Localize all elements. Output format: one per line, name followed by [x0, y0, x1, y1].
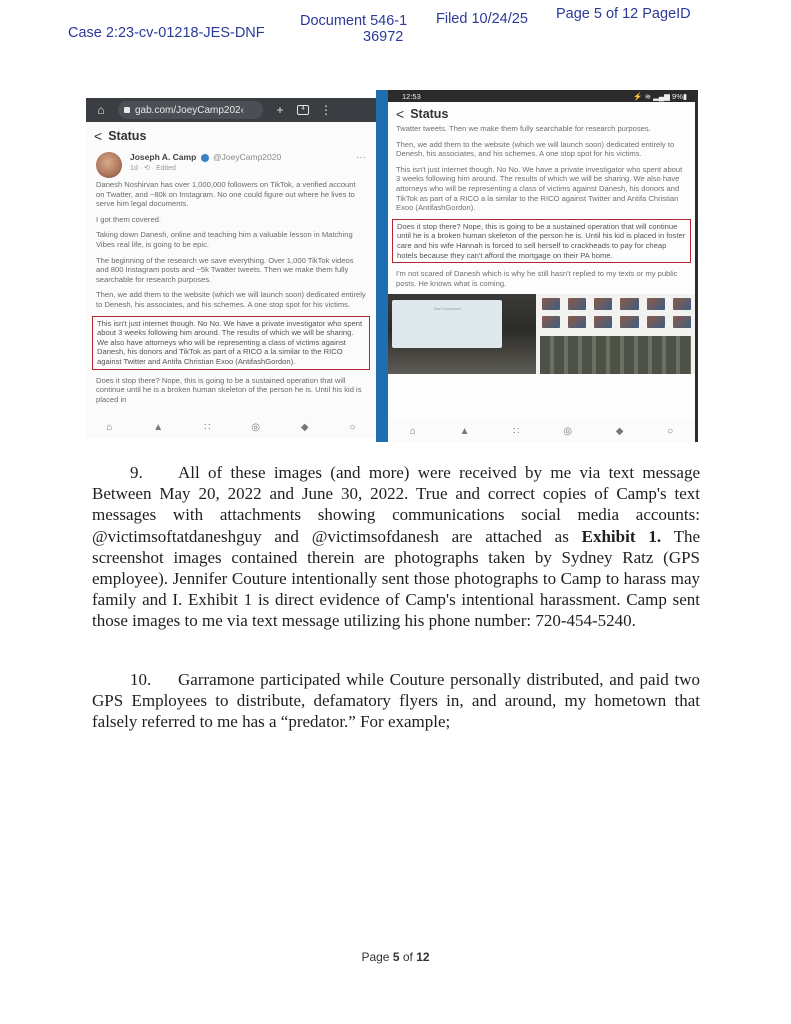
- bell-icon: ▲: [153, 421, 164, 433]
- tab-count-icon: 4: [297, 105, 309, 115]
- user-icon: ○: [667, 425, 674, 437]
- bottom-nav: [388, 420, 695, 442]
- filed-date: Filed 10/24/25: [436, 11, 528, 27]
- verified-icon: [201, 154, 209, 162]
- author-name: Joseph A. Camp: [130, 152, 197, 162]
- status-title: Status: [410, 107, 449, 121]
- page-id-number: 36972: [363, 29, 404, 45]
- tag-icon: ◆: [615, 425, 624, 437]
- post-paragraph: Then, we add them to the website (which we will launch soon) dedicated entirely to Denesh, his associates, and his schemes. A one stop spot for his victims.: [96, 290, 366, 309]
- footer-total-pages: 12: [416, 950, 430, 964]
- back-icon: <: [94, 128, 103, 144]
- paragraph-number: 9.: [130, 463, 143, 482]
- globe-icon: ◎: [563, 425, 572, 437]
- post-body: [86, 180, 376, 404]
- highlighted-paragraph: Does it stop there? Nope, this is going to be a sustained operation that will continue until he is a broken human skeleton of the person he is. Until his kid is placed in foster care and his wife Hannah is forced to sell herself to crackheads to pay for cheap hotels because they can't afford the mortgage on their PA home.: [392, 219, 691, 263]
- thumbnail: [594, 298, 612, 310]
- phone-status-bar: [388, 90, 695, 102]
- photo-edge-strip: [376, 90, 388, 442]
- status-header: [86, 122, 376, 148]
- globe-icon: ◎: [251, 421, 261, 433]
- url-text: gab.com/JoeyCamp202‹: [135, 104, 244, 116]
- post-paragraph: Twatter tweets. Then we make them fully searchable for research purposes.: [396, 124, 651, 133]
- screen-photo: [540, 336, 691, 374]
- post-paragraph: Does it stop there? Nope, this is going to be a sustained operation that will continue until he is a broken human skeleton of the person he is. Until his kid is placed in: [96, 375, 362, 404]
- thumbnail: [542, 298, 560, 310]
- post-photos: [388, 294, 695, 374]
- page-of-pages: Page 5 of 12 PageID: [556, 6, 691, 22]
- post-paragraph: The beginning of the research we save everything. Over 1,000 TikTok videos and 800 Instagram posts and ~5k Twatter tweets. Then we make them fully searchable for research purposes.: [96, 255, 354, 284]
- user-icon: ○: [349, 421, 356, 433]
- thumbnail: [673, 298, 691, 310]
- highlighted-paragraph: This isn't just internet though. No No. We have a private investigator who spent about 3 weeks following him around. The results of which we will be sharing. We also have attorneys who will be representing a class of victims against Danesh, his donors and TikTok as part of a RICO a la similar to the RICO against Twitter and Antifa Christian Exoo (AntifashGordon).: [92, 316, 370, 370]
- bottom-nav: [86, 416, 376, 438]
- thumbnail: [568, 298, 586, 310]
- groups-icon: ∷: [204, 421, 211, 433]
- download-card: Start Download: [392, 300, 502, 348]
- home-icon: ⌂: [97, 103, 105, 117]
- clock: 12:53: [402, 91, 421, 101]
- groups-icon: ∷: [513, 425, 520, 437]
- exhibit-screenshots: [86, 90, 698, 442]
- thumbnail: [620, 316, 638, 328]
- paragraph-text: The screenshot images contained therein are photographs taken by Sydney Ratz (GPS employee). Jennifer Couture intentionally sent those photographs to Camp to harass may family and I. Exhibit 1 is direct evidence of Camp's intentional harassment. Camp sent those images to me via text message utilizing his phone number: 720-454-5240.: [92, 526, 701, 631]
- back-icon: <: [396, 106, 405, 122]
- post-author: [86, 148, 376, 180]
- home-icon: ⌂: [409, 425, 416, 437]
- post-paragraph: I'm not scared of Danesh which is why he still hasn't replied to my texts or my public posts. He knows what is coming.: [396, 269, 678, 288]
- paragraph-9: [92, 462, 700, 632]
- photo-download-card: [388, 294, 536, 374]
- new-tab-icon: +: [276, 103, 284, 117]
- page-footer: [0, 950, 791, 964]
- photo-thumbnail-grid: [536, 294, 695, 374]
- thumbnail: [542, 316, 560, 328]
- footer-prefix: Page: [361, 950, 393, 964]
- thumbnail: [647, 298, 665, 310]
- paragraph-text: Garramone participated while Couture personally distributed, and paid two GPS Employees to distribute, defamatory flyers in, and around, my hometown that falsely referred to me has a “predator.” For example;: [92, 670, 700, 732]
- post-paragraph: This isn't just internet though. No No. We have a private investigator who spent about 3 weeks following him around. The results of which we will be sharing. We also have attorneys who will be representing a class of victims against Danesh, his donors and TikTok as part of a RICO a la similar to the RICO against Twitter and Antifa Christian Exoo (AntifashGordon).: [396, 164, 683, 213]
- url-bar: [118, 101, 263, 119]
- more-icon: ···: [356, 152, 366, 163]
- avatar: [96, 152, 122, 178]
- thumbnail: [594, 316, 612, 328]
- menu-icon: ⋮: [320, 103, 332, 117]
- home-icon: ⌂: [106, 421, 113, 433]
- lock-icon: [124, 107, 130, 113]
- footer-of: of: [399, 950, 417, 964]
- thumbnail: [673, 316, 691, 328]
- post-paragraph: Then, we add them to the website (which we will launch soon) dedicated entirely to Denesh, his associates, and his schemes. A one stop spot for his victims.: [396, 139, 675, 159]
- exhibit-reference: Exhibit 1.: [581, 526, 662, 546]
- status-icons: ⚡ ≋ ▂▄▆ 9%▮: [633, 91, 687, 101]
- author-handle: @JoeyCamp2020: [213, 152, 282, 162]
- paragraph-number: 10.: [130, 670, 152, 689]
- post-paragraph: I got them covered.: [96, 214, 162, 224]
- status-title: Status: [108, 129, 147, 143]
- bell-icon: ▲: [459, 425, 470, 437]
- thumbnail: [568, 316, 586, 328]
- case-number: Case 2:23-cv-01218-JES-DNF: [68, 25, 265, 41]
- thumbnail: [647, 316, 665, 328]
- left-phone-screenshot: [86, 98, 376, 438]
- status-header: [388, 102, 695, 124]
- browser-toolbar: [86, 98, 376, 122]
- paragraph-10: [92, 669, 700, 733]
- footer-current-page: 5: [392, 950, 400, 964]
- document-number: Document 546-1: [300, 13, 408, 29]
- post-paragraph: Taking down Danesh, online and teaching him a valuable lesson in Matching Vibes real life, is going to be epic.: [96, 230, 353, 249]
- post-body: [388, 124, 695, 288]
- post-meta: 1d · ⟲ · Edited: [130, 165, 176, 172]
- post-paragraph: Danesh Noshirvan has over 1,000,000 followers on TikTok, a verified account on Twatter, and ~80k on Instagram. No one could figure out where he lives to serve him legal documents.: [96, 180, 356, 209]
- tag-icon: ◆: [300, 421, 309, 433]
- paragraph-text: All of these images (and more) were received by me via text message Between May 20, 2022 and June 30, 2022. True and correct copies of Camp's text messages with attachments showing communications social media accounts: @victimsoftatdaneshguy and @victimsofdanesh are attached as: [92, 463, 700, 546]
- thumbnail: [620, 298, 638, 310]
- right-phone-screenshot: [376, 90, 698, 442]
